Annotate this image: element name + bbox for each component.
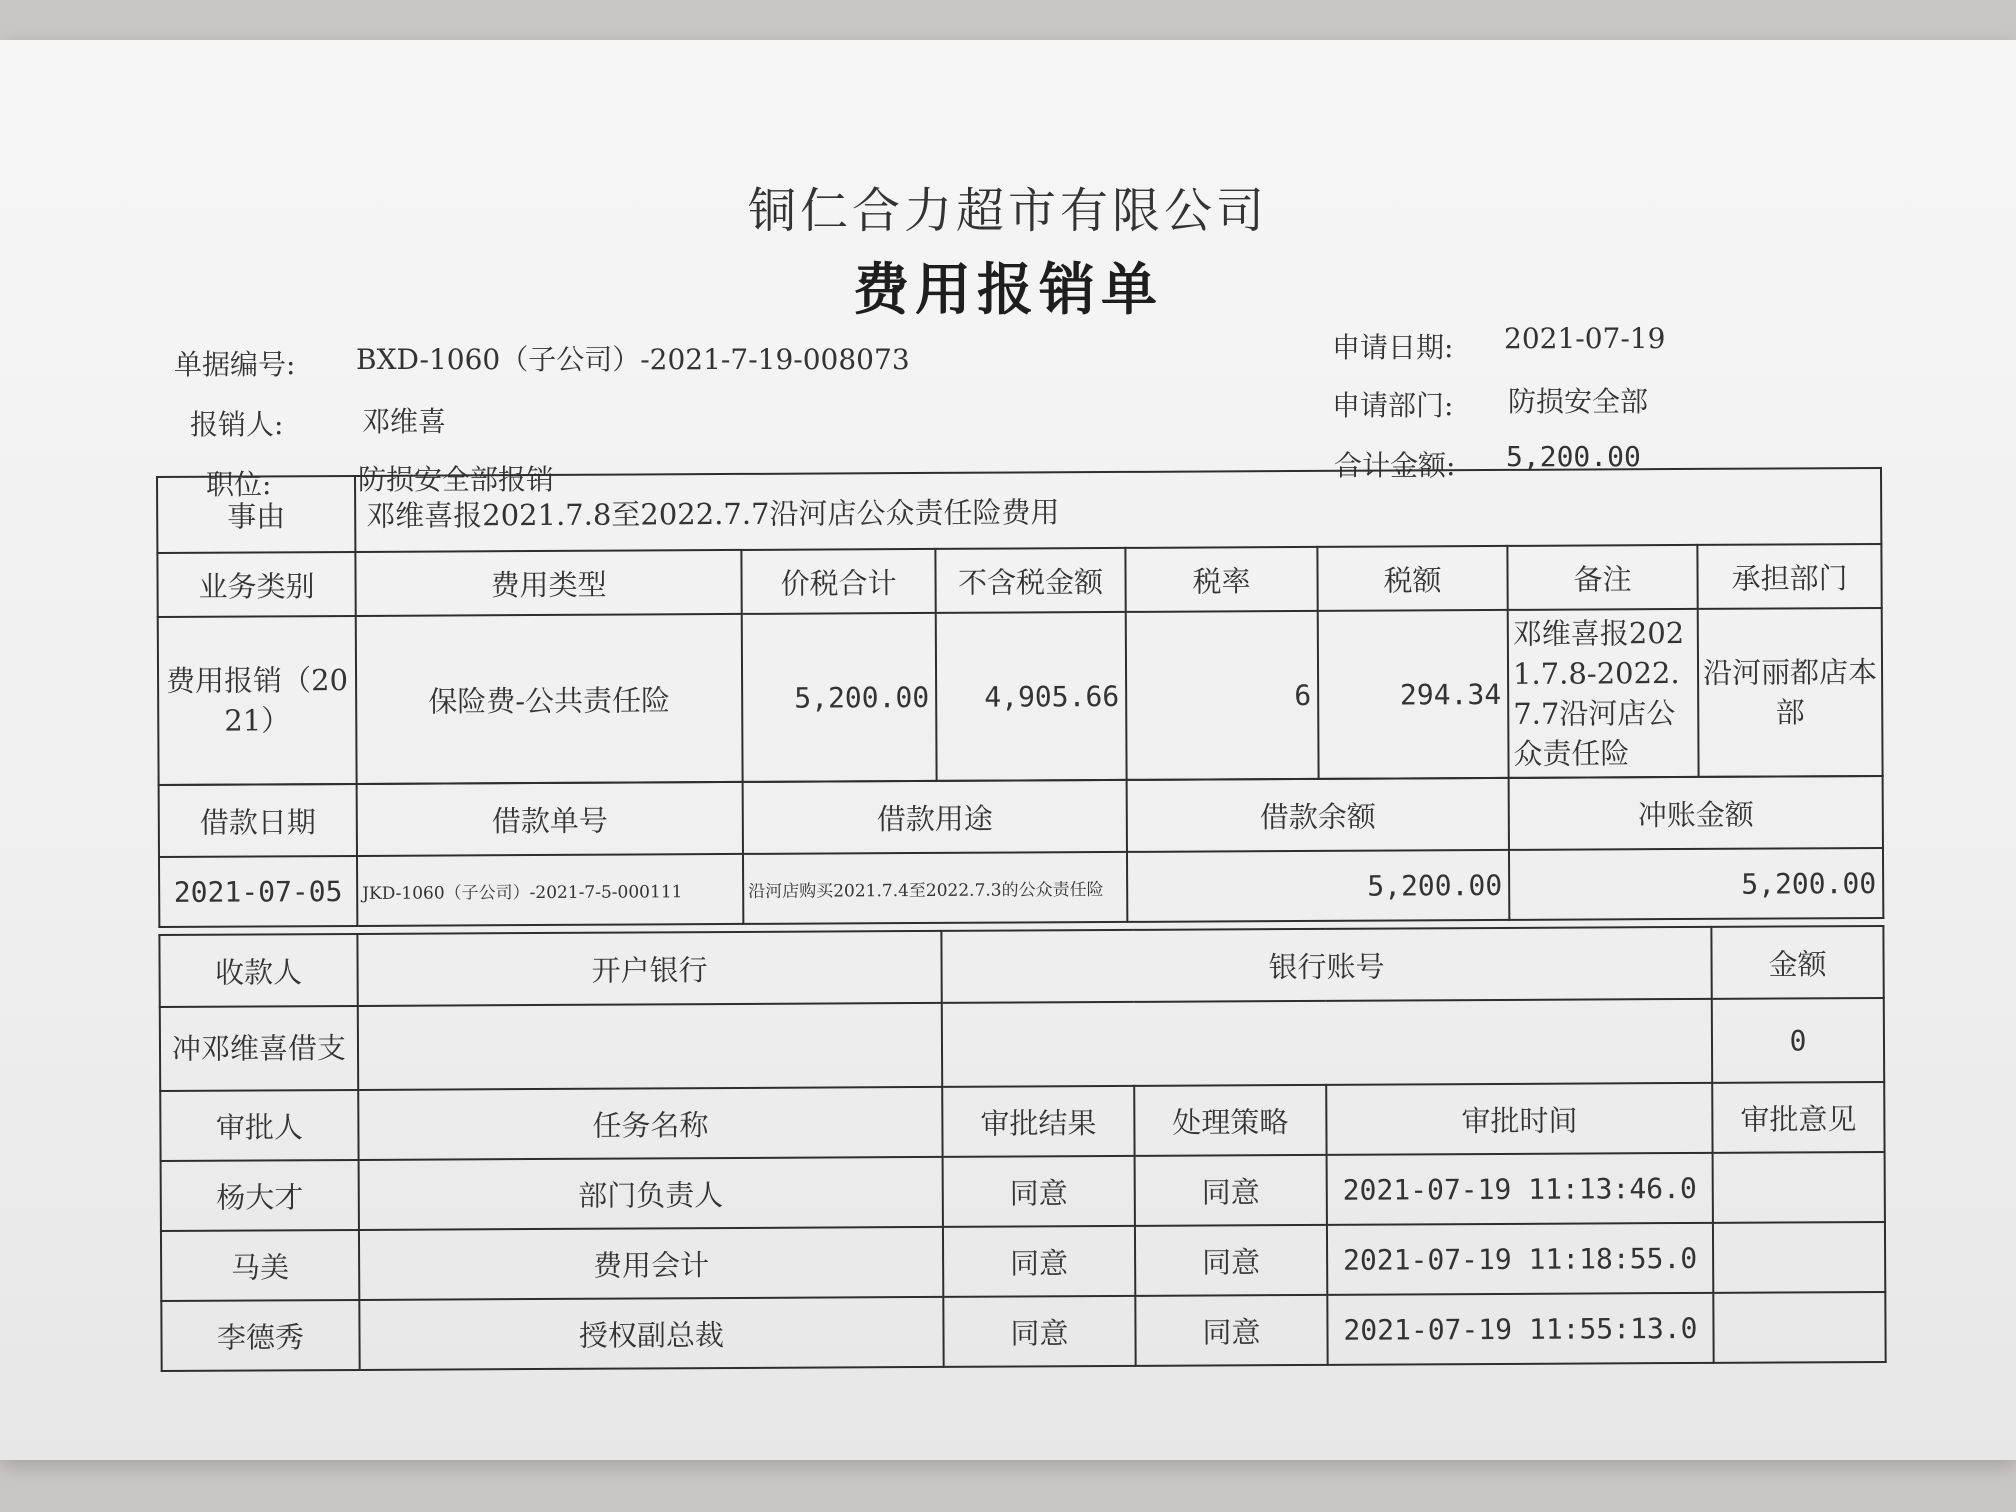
loan-header-balance: 借款余额 — [1127, 778, 1509, 852]
approval-task: 授权副总裁 — [359, 1297, 943, 1370]
position-label: 职位: — [206, 468, 272, 501]
loan-header-purpose: 借款用途 — [743, 780, 1127, 854]
total-value: 5,200.00 — [1506, 440, 1641, 473]
payee-row — [160, 998, 1884, 1091]
approval-opinion — [1713, 1222, 1885, 1293]
date-value: 2021-07-19 — [1504, 322, 1666, 355]
expense-table — [156, 467, 1884, 786]
loan-date: 2021-07-05 — [159, 856, 357, 927]
expense-header-net: 不含税金额 — [935, 548, 1125, 613]
applicant-value: 邓维喜 — [362, 405, 447, 438]
date-label: 申请日期: — [1332, 331, 1454, 364]
payee-account — [942, 999, 1712, 1087]
expense-category: 费用报销（2021） — [158, 616, 357, 785]
approval-row — [161, 1292, 1885, 1371]
expense-header-row — [157, 544, 1881, 617]
expense-header-category: 业务类别 — [157, 552, 355, 617]
loan-row — [159, 848, 1883, 927]
expense-net: 4,905.66 — [936, 612, 1127, 781]
dept-label: 申请部门: — [1332, 389, 1454, 422]
total-label: 合计金额: — [1334, 449, 1456, 482]
payee-approval-table — [158, 925, 1886, 1372]
approval-task: 费用会计 — [359, 1227, 943, 1300]
expense-header-rate: 税率 — [1125, 547, 1317, 612]
expense-tax: 294.34 — [1318, 610, 1509, 779]
dept-value: 防损安全部 — [1508, 385, 1649, 418]
reason-row — [157, 468, 1881, 553]
approval-header-opinion: 审批意见 — [1712, 1082, 1884, 1153]
expense-header-gross: 价税合计 — [741, 549, 935, 614]
approval-result: 同意 — [943, 1156, 1135, 1227]
form-title: 费用报销单 — [853, 257, 1163, 323]
applicant-label: 报销人: — [190, 408, 284, 441]
approval-header-time: 审批时间 — [1326, 1083, 1712, 1155]
approval-strategy: 同意 — [1135, 1225, 1327, 1296]
approver-name: 马美 — [161, 1230, 359, 1301]
loan-no: JKD-1060（子公司）-2021-7-5-000111 — [357, 854, 743, 926]
approval-row — [161, 1152, 1885, 1231]
approval-header-task: 任务名称 — [358, 1087, 942, 1160]
approval-opinion — [1713, 1292, 1885, 1363]
loan-offset-amount: 5,200.00 — [1509, 848, 1883, 920]
loan-header-offset: 冲账金额 — [1509, 776, 1883, 850]
position-value: 防损安全部报销 — [358, 463, 555, 496]
doc-no-value: BXD-1060（子公司）-2021-7-19-008073 — [356, 343, 910, 376]
payee-header-row — [159, 926, 1883, 1007]
expense-bearing-dept: 沿河丽都店本部 — [1698, 608, 1883, 777]
approval-task: 部门负责人 — [359, 1157, 943, 1230]
payee-header-bank: 开户银行 — [357, 931, 941, 1006]
payee-name: 冲邓维喜借支 — [160, 1006, 358, 1091]
approval-result: 同意 — [943, 1226, 1135, 1297]
approval-header-approver: 审批人 — [160, 1090, 358, 1161]
payee-header-name: 收款人 — [159, 934, 357, 1007]
payee-header-amount: 金额 — [1711, 926, 1883, 999]
loan-balance: 5,200.00 — [1127, 850, 1509, 922]
expense-header-type: 费用类型 — [355, 550, 741, 616]
expense-rate: 6 — [1126, 611, 1319, 780]
expense-gross: 5,200.00 — [742, 613, 937, 782]
expense-row — [158, 608, 1883, 785]
reason-value: 邓维喜报2021.7.8至2022.7.7沿河店公众责任险费用 — [355, 468, 1881, 552]
expense-type: 保险费-公共责任险 — [356, 614, 743, 784]
payee-bank — [358, 1003, 942, 1090]
approval-header-strategy: 处理策略 — [1134, 1085, 1326, 1156]
reason-label: 事由 — [157, 476, 355, 553]
expense-header-dept: 承担部门 — [1697, 544, 1881, 609]
approval-header-result: 审批结果 — [942, 1086, 1134, 1157]
approval-strategy: 同意 — [1135, 1295, 1327, 1366]
approval-row — [161, 1222, 1885, 1301]
loan-purpose: 沿河店购买2021.7.4至2022.7.3的公众责任险 — [743, 852, 1127, 924]
approval-time: 2021-07-19 11:13:46.0 — [1327, 1153, 1713, 1225]
loan-header-date: 借款日期 — [159, 784, 357, 857]
expense-header-note: 备注 — [1507, 545, 1697, 610]
approval-result: 同意 — [943, 1296, 1135, 1367]
expense-note: 邓维喜报2021.7.8-2022.7.7沿河店公众责任险 — [1508, 609, 1699, 778]
approval-header-row — [160, 1082, 1884, 1161]
doc-no-label: 单据编号: — [174, 348, 296, 381]
approval-time: 2021-07-19 11:55:13.0 — [1327, 1293, 1713, 1365]
approval-opinion — [1713, 1152, 1885, 1223]
loan-header-row — [159, 776, 1883, 857]
approver-name: 杨大才 — [161, 1160, 359, 1231]
approval-time: 2021-07-19 11:18:55.0 — [1327, 1223, 1713, 1295]
approver-name: 李德秀 — [161, 1300, 359, 1371]
expense-header-tax: 税额 — [1317, 546, 1507, 611]
loan-header-no: 借款单号 — [357, 782, 743, 856]
payee-amount: 0 — [1712, 998, 1884, 1083]
loan-table — [158, 775, 1885, 928]
payee-header-account: 银行账号 — [941, 927, 1711, 1003]
approval-strategy: 同意 — [1135, 1155, 1327, 1226]
company-name: 铜仁合力超市有限公司 — [747, 183, 1268, 239]
form-frame — [156, 467, 1885, 1432]
